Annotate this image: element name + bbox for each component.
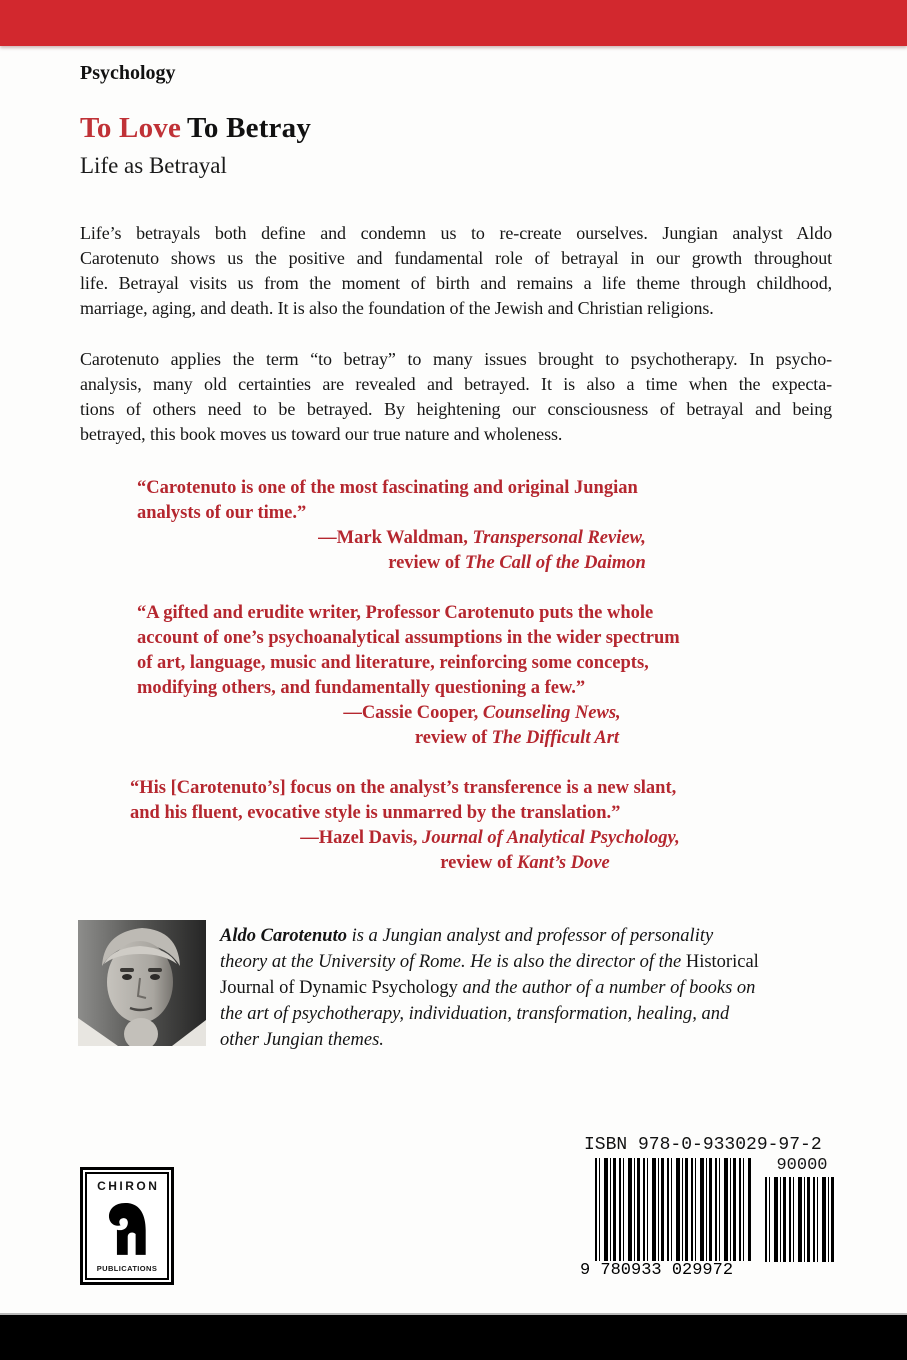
reviewed-book-title: The Difficult Art <box>491 728 620 748</box>
bio-line <box>220 949 840 975</box>
quote-line: “His [Carotenuto’s] focus on the analyst’s transference is a new slant, <box>130 778 677 798</box>
review-prefix: review of <box>440 853 518 873</box>
quote-line: account of one’s psychoanalytical assumptions in the wider spectrum <box>137 628 680 648</box>
review-prefix: review of <box>414 728 492 748</box>
logo-frame <box>85 1172 169 1280</box>
review-source: Counseling News, <box>482 703 621 723</box>
reviewer-name: —Hazel Davis, <box>300 828 423 848</box>
quote-line: analysts of our time.” <box>137 503 307 523</box>
bio-line: the art of psychotherapy, individuation, transformation, healing, and <box>220 1004 730 1024</box>
barcode-main <box>595 1158 751 1261</box>
book-subtitle: Life as Betrayal <box>80 153 227 178</box>
journal-name: Journal of Dynamic Psychology <box>220 978 458 998</box>
top-red-band <box>0 0 907 46</box>
reviewer-name: —Cassie Cooper, <box>343 703 483 723</box>
text-line: Carotenuto shows us the positive and fundamental role of betrayal in our growth throughout <box>80 248 832 268</box>
chiron-symbol-icon <box>104 1200 150 1258</box>
text-line: tions of others need to be betrayed. By heightening our consciousness of betrayal and being <box>80 399 832 419</box>
reviewer-name: —Mark Waldman, <box>318 528 473 548</box>
text-line: life. Betrayal visits us from the moment of birth and remains a life theme through childhood, <box>80 273 832 293</box>
quote-line: modifying others, and fundamentally questioning a few.” <box>137 678 586 698</box>
bio-line: other Jungian themes. <box>220 1030 384 1050</box>
quote-review-of <box>130 851 790 876</box>
review-source: Journal of Analytical Psychology, <box>422 828 680 848</box>
text-line: betrayed, this book moves us toward our true nature and wholeness. <box>80 424 563 444</box>
book-title <box>80 112 311 145</box>
author-photo <box>78 920 206 1046</box>
barcode-supplement <box>765 1177 837 1262</box>
isbn-number: ISBN 978-0-933029-97-2 <box>584 1135 822 1155</box>
publisher-subtitle: PUBLICATIONS <box>96 1264 158 1273</box>
quote-attribution <box>137 701 767 726</box>
barcode-digits: 9 780933 029972 <box>580 1261 734 1280</box>
review-quote-2 <box>137 601 767 751</box>
review-source: Transpersonal Review, <box>472 528 646 548</box>
review-quote-1 <box>137 476 767 576</box>
quote-line: of art, language, music and literature, reinforcing some concepts, <box>137 653 649 673</box>
quote-attribution <box>130 826 790 851</box>
author-name: Aldo Carotenuto <box>220 926 347 946</box>
text-line: analysis, many old certainties are revealed and betrayed. It is also a time when the expecta- <box>80 374 832 394</box>
quote-review-of <box>137 551 767 576</box>
review-prefix: review of <box>388 553 465 573</box>
text-line: Carotenuto applies the term “to betray” to many issues brought to psychotherapy. In psycho- <box>80 349 832 369</box>
text-line: marriage, aging, and death. It is also the foundation of the Jewish and Christian religions. <box>80 298 714 318</box>
bio-line <box>220 923 840 949</box>
book-title-red-part: To Love <box>80 112 182 144</box>
journal-name: Historical <box>685 952 759 972</box>
review-quote-3 <box>130 776 790 876</box>
quote-line: “A gifted and erudite writer, Professor Carotenuto puts the whole <box>137 603 654 623</box>
text-line: Life’s betrayals both define and condemn us to re-create ourselves. Jungian analyst Aldo <box>80 223 832 243</box>
chiron-publications-logo <box>80 1167 174 1285</box>
reviewed-book-title: The Call of the Daimon <box>464 553 646 573</box>
blurb-paragraph-1 <box>80 221 832 321</box>
quote-line: and his fluent, evocative style is unmarred by the translation.” <box>130 803 621 823</box>
barcode-price-code: 90000 <box>776 1156 828 1175</box>
bottom-black-band <box>0 1313 907 1360</box>
quote-attribution <box>137 526 767 551</box>
quote-line: “Carotenuto is one of the most fascinating and original Jungian <box>137 478 638 498</box>
reviewed-book-title: Kant’s Dove <box>517 853 610 873</box>
blurb-paragraph-2 <box>80 347 832 447</box>
publisher-name: CHIRON <box>97 1179 160 1193</box>
book-title-black-part: To Betray <box>187 112 312 144</box>
bio-text: theory at the University of Rome. He is also the director of the <box>220 952 686 972</box>
category-label: Psychology <box>80 62 176 84</box>
bio-text: is a Jungian analyst and professor of personality <box>346 926 714 946</box>
bio-text: and the author of a number of books on <box>457 978 756 998</box>
quote-review-of <box>137 726 767 751</box>
author-bio <box>220 923 840 1053</box>
bio-line <box>220 975 840 1001</box>
